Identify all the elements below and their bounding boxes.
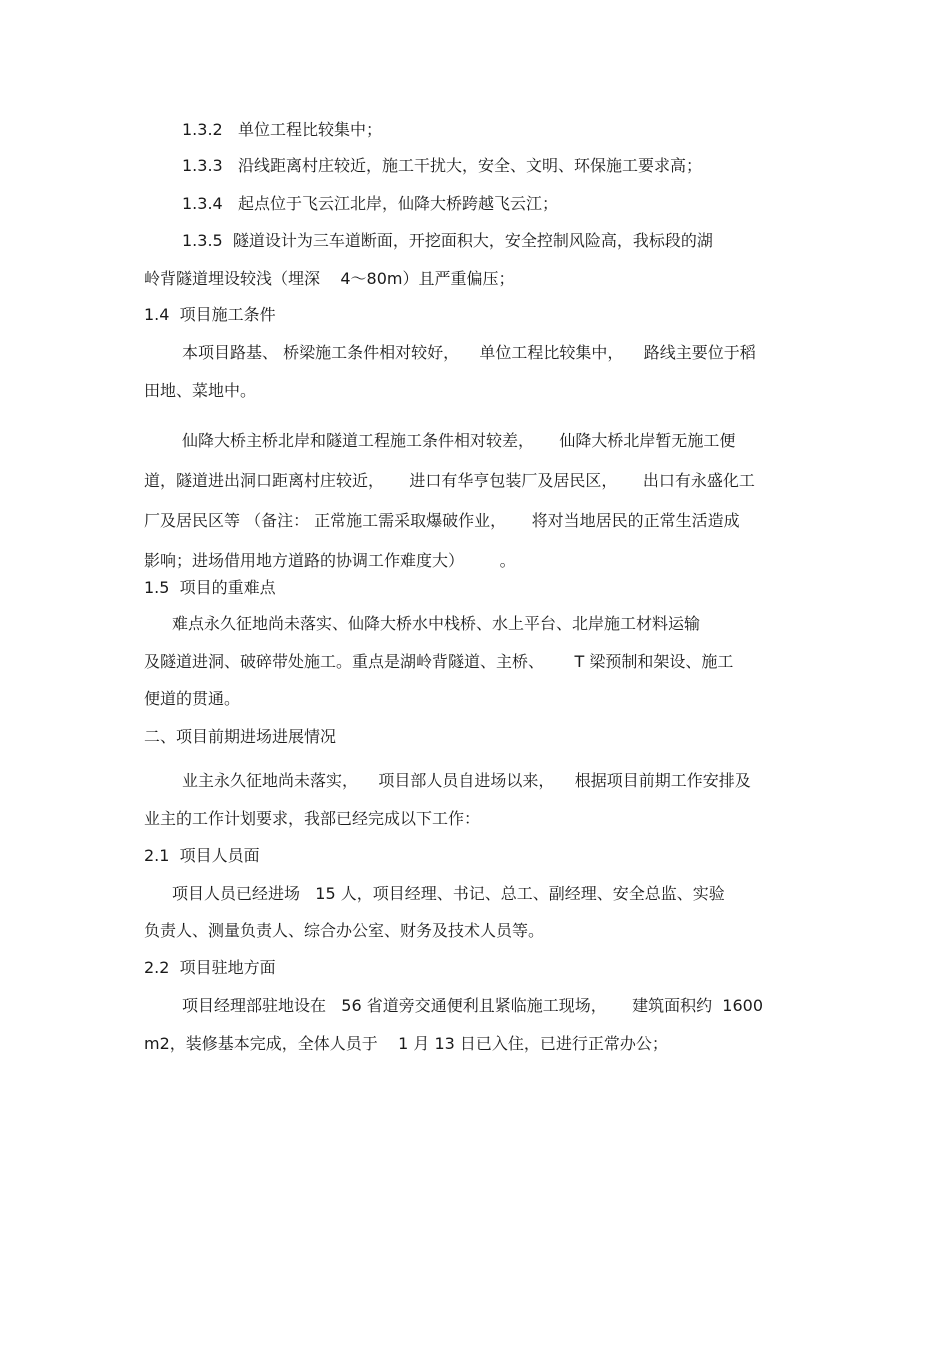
text-line: m2，装修基本完成，全体人员于 1 月 13 日已入住，已进行正常办公； xyxy=(144,1034,668,1053)
text-line: 项目经理部驻地设在 56 省道旁交通便利且紧临施工现场， 建筑面积约 1600 xyxy=(182,996,764,1015)
text-line: 仙降大桥主桥北岸和隧道工程施工条件相对较差， 仙降大桥北岸暂无施工便 xyxy=(182,431,736,450)
text-line: 业主的工作计划要求，我部已经完成以下工作： xyxy=(144,809,481,828)
section-heading: 1.4 项目施工条件 xyxy=(144,305,276,324)
section-heading: 2.1 项目人员面 xyxy=(144,846,260,865)
text-line: 田地、菜地中。 xyxy=(144,381,257,400)
section-heading: 二、项目前期进场进展情况 xyxy=(144,727,337,746)
text-line: 项目人员已经进场 15 人，项目经理、书记、总工、副经理、安全总监、实验 xyxy=(172,884,725,903)
text-line: 业主永久征地尚未落实， 项目部人员自进场以来， 根据项目前期工作安排及 xyxy=(182,771,751,790)
text-line: 本项目路基、 桥梁施工条件相对较好， 单位工程比较集中， 路线主要位于稻 xyxy=(182,343,756,362)
text-line: 便道的贯通。 xyxy=(144,689,241,708)
text-line: 1.3.5 隧道设计为三车道断面，开挖面积大，安全控制风险高，我标段的湖 xyxy=(182,231,713,250)
text-line: 负责人、测量负责人、综合办公室、财务及技术人员等。 xyxy=(144,921,545,940)
text-line: 1.3.3 沿线距离村庄较近，施工干扰大，安全、文明、环保施工要求高； xyxy=(182,156,702,175)
text-line: 及隧道进洞、破碎带处施工。重点是湖岭背隧道、主桥、 T 梁预制和架设、施工 xyxy=(144,652,734,671)
section-heading: 1.5 项目的重难点 xyxy=(144,578,276,597)
text-line: 难点永久征地尚未落实、仙降大桥水中栈桥、水上平台、北岸施工材料运输 xyxy=(172,614,701,633)
text-line: 1.3.4 起点位于飞云江北岸，仙降大桥跨越飞云江； xyxy=(182,194,558,213)
text-line: 1.3.2 单位工程比较集中； xyxy=(182,120,382,139)
text-line: 厂及居民区等 （备注： 正常施工需采取爆破作业， 将对当地居民的正常生活造成 xyxy=(144,511,740,530)
text-line: 道，隧道进出洞口距离村庄较近， 进口有华亨包装厂及居民区， 出口有永盛化工 xyxy=(144,471,755,490)
text-line: 岭背隧道埋设较浅（埋深 4～80m）且严重偏压； xyxy=(144,269,515,288)
section-heading: 2.2 项目驻地方面 xyxy=(144,958,276,977)
text-line: 影响；进场借用地方道路的协调工作难度大） 。 xyxy=(144,551,516,570)
